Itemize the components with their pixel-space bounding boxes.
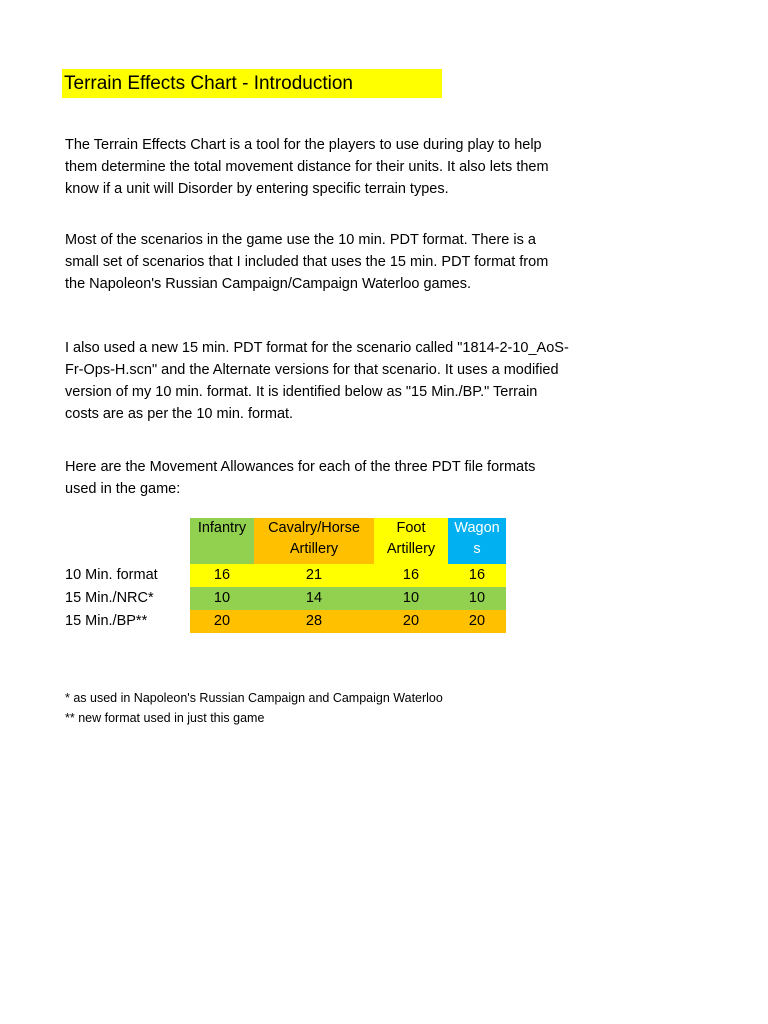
movement-allowance-table <box>62 518 506 633</box>
text-line: the Napoleon's Russian Campaign/Campaign Waterloo games. <box>65 276 472 292</box>
table-cell: 20 <box>374 610 448 633</box>
intro-paragraph <box>65 134 655 200</box>
title-highlight <box>62 69 442 98</box>
table-cell: 16 <box>448 564 506 587</box>
text-line: know if a unit will Disorder by entering specific terrain types. <box>65 181 449 197</box>
text-line: version of my 10 min. format. It is identified below as "15 Min./BP." Terrain <box>65 384 538 400</box>
row-label: 10 Min. format <box>62 564 190 587</box>
header-infantry-label: Infantry <box>197 520 247 536</box>
table-cell: 21 <box>254 564 374 587</box>
text-line: used in the game: <box>65 481 181 497</box>
table-cell: 10 <box>448 587 506 610</box>
table-row <box>62 564 506 587</box>
header-cavalry-horse-artillery <box>254 518 374 564</box>
table-cell: 16 <box>374 564 448 587</box>
text-line: Fr-Ops-H.scn" and the Alternate versions for that scenario. It uses a modified <box>65 362 559 378</box>
scenarios-paragraph <box>65 229 655 295</box>
page-title: Terrain Effects Chart - Introduction <box>64 72 353 94</box>
table-cell: 28 <box>254 610 374 633</box>
table-cell: 20 <box>448 610 506 633</box>
header-wagons <box>448 518 506 564</box>
text-line: Here are the Movement Allowances for each of the three PDT file formats <box>65 459 536 475</box>
table-header-row <box>62 518 506 564</box>
text-line: costs are as per the 10 min. format. <box>65 406 294 422</box>
header-foot-line1: Foot <box>396 520 426 536</box>
header-wagons-line1: Wagon <box>454 520 500 536</box>
header-cavalry-line1: Cavalry/Horse <box>268 520 360 536</box>
header-cavalry-line2: Artillery <box>289 541 339 557</box>
text-line: Most of the scenarios in the game use the 10 min. PDT format. There is a <box>65 232 536 248</box>
header-foot-artillery <box>374 518 448 564</box>
table-row <box>62 610 506 633</box>
table-corner-cell <box>62 518 190 564</box>
header-wagons-line2: s <box>473 541 481 557</box>
header-infantry <box>190 518 254 564</box>
text-line: small set of scenarios that I included that uses the 15 min. PDT format from <box>65 254 549 270</box>
header-foot-line2: Artillery <box>386 541 436 557</box>
table-cell: 10 <box>374 587 448 610</box>
allowances-intro-paragraph <box>65 456 655 500</box>
text-line: The Terrain Effects Chart is a tool for the players to use during play to help <box>65 137 542 153</box>
row-label: 15 Min./BP** <box>62 610 190 633</box>
text-line: I also used a new 15 min. PDT format for the scenario called "1814-2-10_AoS- <box>65 340 569 356</box>
table-cell: 20 <box>190 610 254 633</box>
text-line: them determine the total movement distance for their units. It also lets them <box>65 159 549 175</box>
new-format-paragraph <box>65 337 655 425</box>
footnote-bp: ** new format used in just this game <box>65 711 265 725</box>
row-label: 15 Min./NRC* <box>62 587 190 610</box>
table-cell: 14 <box>254 587 374 610</box>
footnote-nrc: * as used in Napoleon's Russian Campaign and Campaign Waterloo <box>65 691 443 705</box>
table-row <box>62 587 506 610</box>
table-cell: 16 <box>190 564 254 587</box>
table-cell: 10 <box>190 587 254 610</box>
